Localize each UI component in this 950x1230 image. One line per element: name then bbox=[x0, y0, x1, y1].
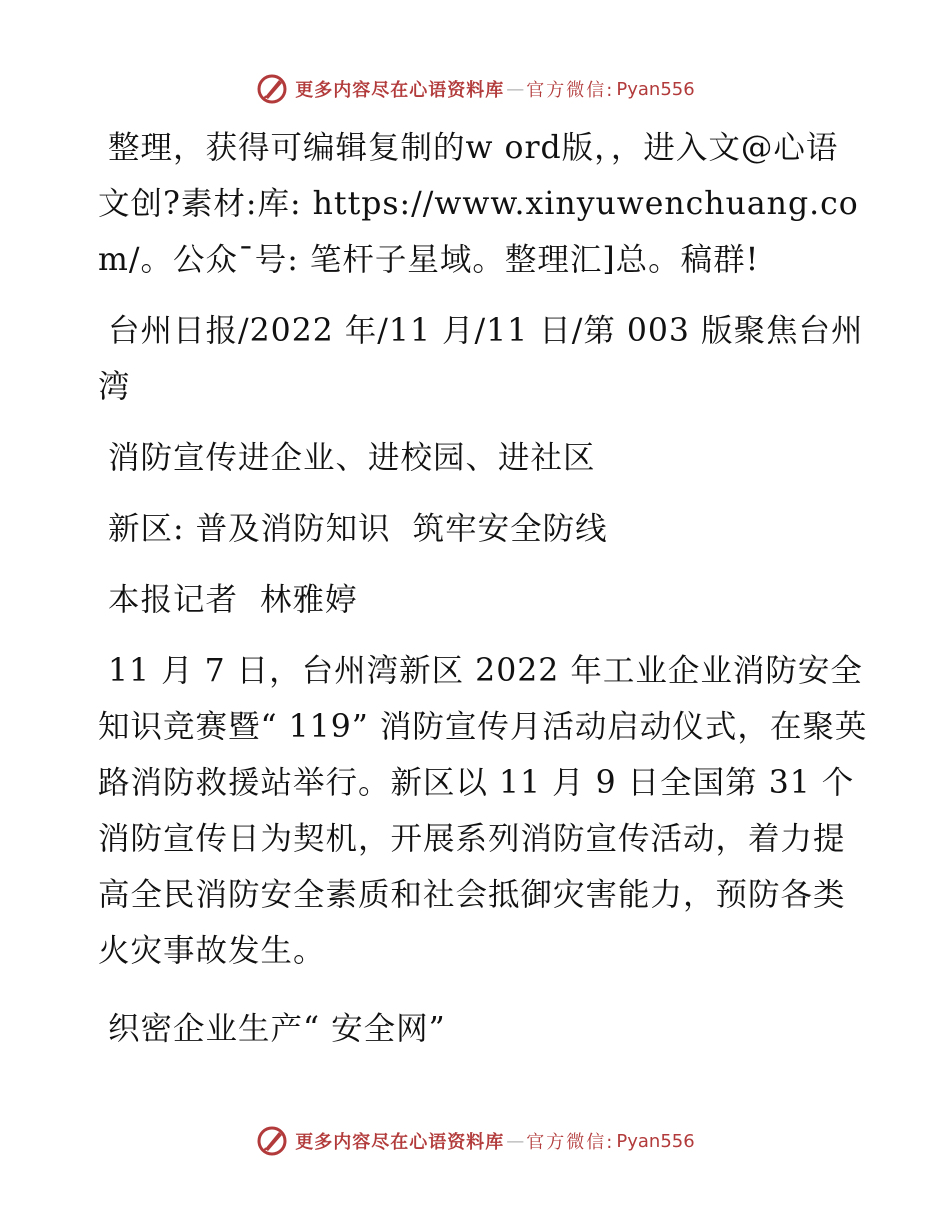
banner-separator: — bbox=[506, 1130, 525, 1152]
quill-pen-icon bbox=[255, 72, 289, 106]
banner-account: Pyan556 bbox=[616, 1130, 695, 1152]
banner-brand: 更多内容尽在心语资料库 bbox=[295, 1132, 505, 1153]
document-body bbox=[98, 120, 868, 1072]
intro-paragraph: 整理，获得可编辑复制的w ord版，，进入文@心语文创?素材:库: https://www.xinyuwenchuang.com/。公众¯号: 笔杆子星域。整理汇]总。稿群! bbox=[98, 130, 859, 278]
header-banner bbox=[0, 72, 950, 106]
article-subheadline: 新区: 普及消防知识 筑牢安全防线 bbox=[108, 511, 608, 547]
banner-wechat-label: 官方微信: bbox=[526, 1132, 615, 1153]
section-heading: 织密企业生产“ 安全网” bbox=[108, 1011, 446, 1047]
byline: 本报记者 林雅婷 bbox=[108, 582, 358, 618]
body-paragraph: 11 月 7 日，台州湾新区 2022 年工业企业消防安全知识竞赛暨“ 119” 消防宣传月活动启动仪式，在聚英路消防救援站举行。新区以 11 月 9 日全国第 31 个消防宣传日为契机，开展系列消防宣传活动，着力提高全民消防安全素质和社会抵御灾害能力，预防各类火灾事故发生。 bbox=[98, 653, 868, 969]
source-line: 台州日报/2022 年/11 月/11 日/第 003 版聚焦台州湾 bbox=[98, 313, 864, 405]
article-headline: 消防宣传进企业、进校园、进社区 bbox=[108, 440, 596, 476]
banner-brand: 更多内容尽在心语资料库 bbox=[295, 80, 505, 101]
banner-account: Pyan556 bbox=[616, 78, 695, 100]
quill-pen-icon bbox=[255, 1124, 289, 1158]
footer-banner bbox=[0, 1124, 950, 1158]
banner-separator: — bbox=[506, 78, 525, 100]
banner-wechat-label: 官方微信: bbox=[526, 80, 615, 101]
